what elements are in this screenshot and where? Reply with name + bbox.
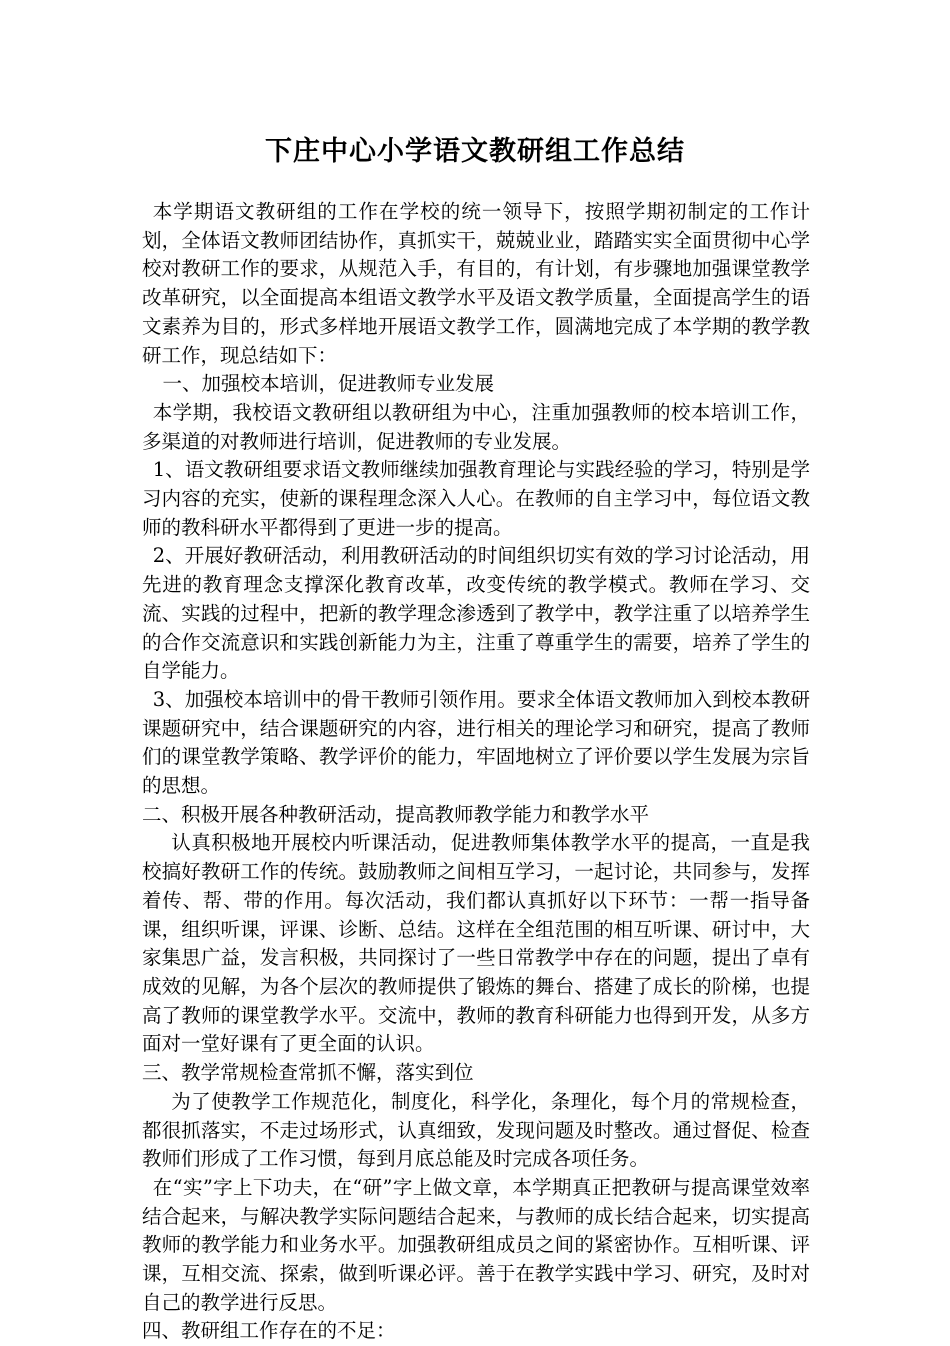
document-body xyxy=(142,198,810,1346)
section-1-item-1: 1、语文教研组要求语文教师继续加强教育理论与实践经验的学习，特别是学习内容的充实，使新的课程理念深入人心。在教师的自主学习中，每位语文教师的教科研水平都得到了更进一步的提高。 xyxy=(142,458,810,539)
section-1-item-3: 3、加强校本培训中的骨干教师引领作用。要求全体语文教师加入到校本教研课题研究中，结合课题研究的内容，进行相关的理论学习和研究，提高了教师们的课堂教学策略、教学评价的能力，牢固地树立了评价要以学生发展为宗旨的思想。 xyxy=(142,687,810,798)
section-heading-2: 二、积极开展各种教研活动，提高教师教学能力和教学水平 xyxy=(142,802,650,826)
section-1-item-2: 2、开展好教研活动，利用教研活动的时间组织切实有效的学习讨论活动，用先进的教育理念支撑深化教育改革，改变传统的教学模式。教师在学习、交流、实践的过程中，把新的教学理念渗透到了教学中，教学注重了以培养学生的合作交流意识和实践创新能力为主，注重了尊重学生的需要，培养了学生的自学能力。 xyxy=(142,544,810,683)
intro-paragraph: 本学期语文教研组的工作在学校的统一领导下，按照学期初制定的工作计划，全体语文教师团结协作，真抓实干，兢兢业业，踏踏实实全面贯彻中心学校对教研工作的要求，从规范入手，有目的，有计划，有步骤地加强课堂教学改革研究，以全面提高本组语文教学水平及语文教学质量，全面提高学生的语文素养为目的，形式多样地开展语文教学工作，圆满地完成了本学期的教学教研工作，现总结如下： xyxy=(142,200,810,367)
section-3-paragraph-1: 为了使教学工作规范化，制度化，科学化，条理化，每个月的常规检查，都很抓落实，不走过场形式，认真细致，发现问题及时整改。通过督促、检查教师们形成了工作习惯，每到月底总能及时完成各项任务。 xyxy=(142,1089,810,1171)
section-1-paragraph: 本学期，我校语文教研组以教研组为中心，注重加强教师的校本培训工作，多渠道的对教师进行培训，促进教师的专业发展。 xyxy=(142,400,810,453)
section-2-paragraph: 认真积极地开展校内听课活动，促进教师集体教学水平的提高，一直是我校搞好教研工作的传统。鼓励教师之间相互学习，一起讨论，共同参与，发挥着传、帮、带的作用。每次活动，我们都认真抓好以下环节：一帮一指导备课，组织听课，评课、诊断、总结。这样在全组范围的相互听课、研讨中，大家集思广益，发言积极，共同探讨了一些日常教学中存在的问题，提出了卓有成效的见解，为各个层次的教师提供了锻炼的舞台、搭建了成长的阶梯，也提高了教师的课堂教学水平。交流中，教师的教育科研能力也得到开发，从多方面对一堂好课有了更全面的认识。 xyxy=(142,831,810,1056)
document-title: 下庄中心小学语文教研组工作总结 xyxy=(265,136,685,167)
section-heading-4: 四、教研组工作存在的不足： xyxy=(142,1319,396,1343)
section-3-paragraph-2: 在“实”字上下功夫，在“研”字上做文章，本学期真正把教研与提高课堂效率结合起来，与解决教学实际问题结合起来，与教师的成长结合起来，切实提高教师的教学能力和业务水平。加强教研组成员之间的紧密协作。互相听课、评课，互相交流、探索，做到听课必评。善于在教学实践中学习、研究，及时对自己的教学进行反思。 xyxy=(142,1175,810,1314)
section-heading-3: 三、教学常规检查常抓不懈，落实到位 xyxy=(142,1061,474,1085)
section-heading-1: 一、加强校本培训，促进教师专业发展 xyxy=(162,372,494,396)
